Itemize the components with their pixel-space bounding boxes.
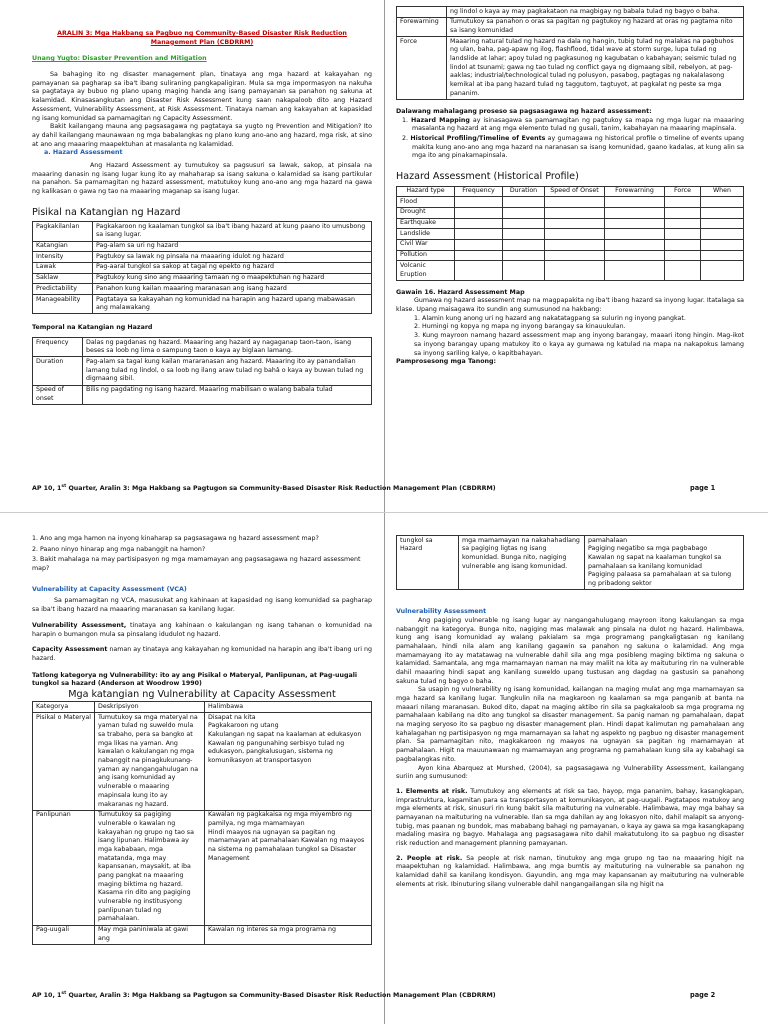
left-column bbox=[32, 30, 372, 405]
pisikal-row bbox=[33, 241, 372, 252]
hist-empty-cell bbox=[503, 239, 545, 250]
pisikal-row-cell-1: Pagtukoy sa lawak ng pinsala na maaaring idulot ng hazard bbox=[93, 252, 372, 263]
hist-hazard-cell: Civil War bbox=[397, 239, 455, 250]
hist-empty-cell bbox=[455, 218, 503, 229]
vc-row bbox=[33, 925, 372, 944]
hist-row bbox=[397, 197, 744, 208]
va-long-paragraph: Ang pagiging vulnerable ng isang lugar ay nangangahulugang mayroon itong kakulangan sa mga nabanggit na kategorya. Bunga nito, nagiging mas malawak ang pinsala na dulot ng hazard. Halimbawa, kung ang isang komunidad ay walang pakialam sa mga programang pangkaligtasan ng kanilang pamahalaan, hindi nila alam ang kanilang gagawin sa panahon ng sakuna o kalamidad. Ang mga mamamayang ito ay matatawag na vulnerable dahil sila ang mga posibleng maging biktima ng sakuna o kalamidad. Samantala, ang mga mamamayan naman na may maliit na kita ay maituturing rin na vulnerable dahil maaaring hindi sapat ang kanilang suweldo upang tustusan ang dagdag na gastusin sa panahong sakuna tulad ng bagyo o baha. bbox=[396, 616, 744, 685]
pisikal-row-cell-0: Katangian bbox=[33, 241, 93, 252]
temporal-row-cell-1: Pag-alam sa tagal kung kailan mararanasan ang hazard. Maaaring ito ay panandalian lamang tulad ng lindol, o sa loob ng ilang araw tulad ng bahâ o kaya ay buwan tulad ng digmaang sibil. bbox=[83, 357, 372, 385]
pisikal-row bbox=[33, 222, 372, 241]
dalawang-proseso-heading: Dalawang mahalagang proseso sa pagsasagawa ng hazard assessment: bbox=[396, 107, 652, 115]
hist-row bbox=[397, 261, 744, 280]
gawain-step: 2. Humingi ng kopya ng mapa ng inyong barangay sa kinauukulan. bbox=[414, 323, 626, 331]
hist-empty-cell bbox=[545, 197, 605, 208]
va-long-paragraph-2: Sa usapin ng vulnerability ng isang komunidad, kailangan na maging mulat ang mga mamamayan sa mga hazard sa kanilang lugar. Tungkulin nila na magkaroon ng kaalaman sa mga panganib at banta na maaari nilang maranasan. Bukod dito, dapat na maging aktibo rin sila sa pagkakaloob sa mga programa ng pamahalaan kabilang na dito ang tungkol sa disaster management. Sa panig naman ng pamahalaan, dapat na maging seryoso ito sa pagbuo ng disaster management plan. Hindi dapat kalimutan ng pamahalaan ang kahalagahan ng partisipasyon ng mga mamamayan sa lahat ng aspekto ng pagbuo ng disaster management plan. Sa pamamagitan nito, magkakaroon ng maayos na ugnayan sa pagitan ng mamamayan at pamahalaan. Higit na mauunawaan ng mamamayan ang programa ng pamahalaan kung sila ay kabahagi sa pagbalangkas nito. bbox=[396, 686, 744, 763]
temporal-row bbox=[33, 357, 372, 385]
left-column-2 bbox=[32, 535, 372, 945]
vc-row-cell-2: Disapat na kita Pagkakaroon ng utang Kakulangan ng sapat na kaalaman at edukasyon Kawalan ng pangunahing serbisyo tulad ng edukasyon, pangkalusugan, sistema ng komunikasyon at transportasyon bbox=[205, 713, 372, 811]
vc-row-cell-1: Tumutukoy sa mga materyal na yaman tulad ng suweldo mula sa trabaho, pera sa bangko at mga likas na yaman. Ang kawalan o kakulangan ng mga nabanggit na pinagkukunang-yaman ay nangangahulugan na ang isang komunidad ay vulnerable o maaaring mapinsala kung ito ay makaranas ng hazard. bbox=[95, 713, 205, 811]
hist-row bbox=[397, 250, 744, 261]
vc-header: Kategorya bbox=[33, 702, 95, 713]
vc-row bbox=[397, 536, 744, 590]
page-footer bbox=[32, 484, 572, 494]
people-lead: 2. People at risk. bbox=[396, 854, 463, 862]
pisikal-row-cell-1: Pagtataya sa kakayahan ng komunidad na harapin ang hazard upang mabawasan ang malawakang bbox=[93, 295, 372, 314]
historical-profile-table bbox=[396, 186, 744, 281]
hist-empty-cell bbox=[503, 218, 545, 229]
gawain-paragraph: Gumawa ng hazard assessment map na magpapakita ng iba't ibang hazard sa inyong lugar. Itatalaga sa klase. Upang maisagawa ito sundin ang sumusunod na hakbang: bbox=[396, 297, 745, 314]
question-item: 3. Bakit mahalaga na may partisipasyon ng mga mamamayan ang pagsasagawa ng hazard assessment map? bbox=[32, 556, 361, 573]
gawain-steps bbox=[396, 315, 744, 358]
hist-empty-cell bbox=[545, 207, 605, 218]
temporal-row-cell-0: Frequency bbox=[33, 338, 83, 357]
column-divider-2 bbox=[384, 513, 385, 1024]
pisikal-row-cell-0: Intensity bbox=[33, 252, 93, 263]
vc-row-cell-1: mga mamamayan na nakahahadlang sa pagiging ligtas ng isang komunidad. Bunga nito, nagiging vulnerable ang isang komunidad. bbox=[459, 536, 585, 590]
ca-lead: Capacity Assessment bbox=[32, 646, 108, 654]
hist-empty-cell bbox=[503, 207, 545, 218]
hist-empty-cell bbox=[665, 239, 701, 250]
vc-row-cell-2: pamahalaan Pagiging negatibo sa mga pagbabago Kawalan ng sapat na kaalaman tungkol sa pamahalaan sa kanilang komunidad Pagiging palaasa sa pamahalaan at sa tulong ng pribadong sektor bbox=[585, 536, 744, 590]
hazard-assessment-heading: a. Hazard Assessment bbox=[44, 149, 123, 157]
temporal-row bbox=[397, 7, 744, 18]
hist-empty-cell bbox=[545, 239, 605, 250]
va-text: tinataya ang kahinaan o kakulangan ng isang tahanan o komunidad na harapin o bumangon mula sa pinsalang idudulot ng hazard. bbox=[32, 621, 372, 638]
process-list bbox=[396, 117, 744, 161]
hist-empty-cell bbox=[701, 207, 744, 218]
vc-header: Halimbawa bbox=[205, 702, 372, 713]
question-list bbox=[32, 535, 372, 574]
vc-table-title: Mga katangian ng Vulnerability at Capacity Assessment bbox=[68, 688, 336, 700]
process-item: 2. Historical Profiling/Timeline of Events ay gumagawa ng historical profile o timeline of events upang makita kung ano-ano ang mga hazard na naranasan sa isang komunidad, gaano kadalas, at kung alin sa mga ito ang pinakamapinsala. bbox=[402, 134, 745, 160]
ordinal-suffix: st bbox=[61, 484, 67, 489]
hist-empty-cell bbox=[605, 197, 665, 208]
pisikal-row-cell-0: Manageability bbox=[33, 295, 93, 314]
hist-empty-cell bbox=[455, 197, 503, 208]
pisikal-row-cell-0: Saklaw bbox=[33, 273, 93, 284]
temporal-row bbox=[33, 385, 372, 404]
question-item: 2. Paano ninyo hinarap ang mga nabanggit na hamon? bbox=[32, 545, 206, 553]
pisikal-row bbox=[33, 273, 372, 284]
people-at-risk bbox=[396, 855, 744, 890]
temporal-row-cell-0: Speed of onset bbox=[33, 385, 83, 404]
hist-empty-cell bbox=[605, 250, 665, 261]
hist-empty-cell bbox=[605, 261, 665, 280]
hist-row bbox=[397, 207, 744, 218]
hist-empty-cell bbox=[701, 229, 744, 240]
column-divider bbox=[384, 0, 385, 512]
temporal-row bbox=[397, 17, 744, 36]
footer-text-2: AP 10, 1st Quarter, Aralin 3: Mga Hakbang sa Pagtugon sa Community-Based Disaster Risk Reduction Management Plan (CBDRRM) bbox=[32, 991, 496, 1000]
hist-row bbox=[397, 218, 744, 229]
hist-empty-cell bbox=[665, 229, 701, 240]
intro-paragraph: Sa bahaging ito ng disaster management plan, tinataya ang mga hazard at kakayahan ng pamayanan sa pagharap sa iba't ibang suliraning pangkapaligiran. Mula sa mga impormasyon na nakuha sa pagtataya ay bubuo ng plano upang maging handa ang isang pamayanan sa panahon ng sakuna at kalamidad. Kinasasangkutan ang Disaster Risk Assessment kung saan nakapaloob dito ang Hazard Assessment, Vulnerability Assessment, at Risk Assessment. Tinataya naman ang kakayahan at kapasidad ng isang komunidad sa pamamagitan ng Capacity Assessment. bbox=[32, 71, 372, 122]
pisikal-row-cell-0: Predictability bbox=[33, 284, 93, 295]
hist-empty-cell bbox=[665, 261, 701, 280]
pamprosesong-heading: Pamprosesong mga Tanong: bbox=[396, 358, 497, 366]
hist-empty-cell bbox=[455, 207, 503, 218]
vc-row-cell-0: Pisikal o Materyal bbox=[33, 713, 95, 811]
process-text: ay gumagawa ng historical profile o timeline of events upang makita kung ano-ano ang mga hazard na naranasan sa isang komunidad, gaano kadalas, at kung alin sa mga ito ang pinakamapinsala. bbox=[412, 134, 745, 160]
ordinal-suffix: st bbox=[61, 991, 67, 996]
vc-table bbox=[32, 701, 372, 945]
temporal-row-cell-1: Dalas ng pagdanas ng hazard. Maaaring ang hazard ay nagaganap taon-taon, isang beses sa loob ng lima o sampung taon o kaya ay biglaan lamang. bbox=[83, 338, 372, 357]
process-item: 1. Hazard Mapping ay isinasagawa sa pamamagitan ng pagtukoy sa mapa ng mga lugar na maaaring masalanta ng hazard at ang mga elemento tulad ng gusali, tanim, kabahayan na maaaring mapinsala. bbox=[402, 116, 745, 133]
ca-paragraph bbox=[32, 646, 372, 663]
temporal-table-continued bbox=[396, 6, 744, 100]
hist-empty-cell bbox=[545, 261, 605, 280]
page-2 bbox=[0, 512, 768, 1024]
hist-empty-cell bbox=[665, 250, 701, 261]
vc-row-cell-0: Pag-uugali bbox=[33, 925, 95, 944]
hist-empty-cell bbox=[665, 207, 701, 218]
hist-header: Hazard type bbox=[397, 186, 455, 197]
vc-row-cell-2: Kawalan ng interes sa mga programa ng bbox=[205, 925, 372, 944]
temporal-row-cell-0: Duration bbox=[33, 357, 83, 385]
vc-header: Deskripsiyon bbox=[95, 702, 205, 713]
hist-empty-cell bbox=[503, 229, 545, 240]
hist-header: Speed of Onset bbox=[545, 186, 605, 197]
hist-header: Frequency bbox=[455, 186, 503, 197]
lesson-heading: ARALIN 3: Mga Hakbang sa Pagbuo ng Community-Based Disaster Risk Reduction Management Plan (CBDRRM) bbox=[57, 30, 347, 46]
gawain-step: 3. Kung mayroon namang hazard assessment map ang inyong barangay, maaari itong hingin. Mag-ikot sa inyong barangay upang matukoy ito o kaya ay gumawa ng katulad na mapa na nakapokus lamang sa inyong sariling kalye, o kapitbahayan. bbox=[414, 332, 744, 357]
vca-heading: Vulnerability at Capacity Assessment (VCA) bbox=[32, 585, 187, 593]
hist-hazard-cell: Volcanic Eruption bbox=[397, 261, 455, 280]
hist-empty-cell bbox=[701, 239, 744, 250]
hist-header: Force bbox=[665, 186, 701, 197]
hist-empty-cell bbox=[455, 229, 503, 240]
hist-empty-cell bbox=[605, 229, 665, 240]
hist-empty-cell bbox=[545, 229, 605, 240]
hist-row bbox=[397, 239, 744, 250]
hist-empty-cell bbox=[701, 197, 744, 208]
pisikal-table bbox=[32, 221, 372, 314]
va-heading: Vulnerability Assessment bbox=[396, 608, 487, 616]
pisikal-row-cell-1: Panahon kung kailan maaaring maranasan ang isang hazard bbox=[93, 284, 372, 295]
hist-empty-cell bbox=[665, 218, 701, 229]
vc-row-cell-2: Kawalan ng pagkakaisa ng mga miyembro ng pamilya, ng mga mamamayan Hindi maayos na ugnayan sa pagitan ng mamamayan at pamahalaan Kawalan ng maayos na sistema ng pamahalaan tungkol sa Disaster Management bbox=[205, 810, 372, 925]
temporal-row-cell-1: ng lindol o kaya ay may pagkakataon na magbigay ng babala tulad ng bagyo o baha. bbox=[447, 7, 744, 18]
page-number-2: page 2 bbox=[690, 991, 716, 999]
hist-empty-cell bbox=[701, 218, 744, 229]
hazard-assessment-paragraph: Ang Hazard Assessment ay tumutukoy sa pagsusuri sa lawak, sakop, at pinsala na maaaring danasin ng isang lugar kung ito ay mahaharap sa isang sakuna o kalamidad sa isang partikular na panahon. Sa pamamagitan ng hazard assessment, matutukoy kung ano-ano ang mga hazard na gawa ng kalikasan o gawa ng tao na maaaring maganap sa isang lugar. bbox=[32, 161, 372, 195]
hist-empty-cell bbox=[701, 261, 744, 280]
footer-text: AP 10, 1st Quarter, Aralin 3: Mga Hakbang sa Pagtugon sa Community-Based Disaster Risk Reduction Management Plan (CBDRRM) bbox=[32, 484, 496, 493]
pisikal-row bbox=[33, 295, 372, 314]
temporal-row-cell-1: Tumutukoy sa panahon o oras sa pagitan ng pagtukoy ng hazard at oras ng pagtama nito sa isang komunidad bbox=[447, 17, 744, 36]
hist-row bbox=[397, 229, 744, 240]
page-footer-2 bbox=[32, 991, 592, 1001]
hist-header: When bbox=[701, 186, 744, 197]
pisikal-row-cell-1: Pagtukoy kung sino ang maaaring tamaan ng o maapektuhan ng hazard bbox=[93, 273, 372, 284]
people-text: Sa people at risk naman, tinutukoy ang mga grupo ng tao na maaaring higit na maapektuhan ng kalamidad. Halimbawa, ang mga bumtis ay maituturing na vulnerable sa panahon ng kalamidad dahil sa kanilang kondisyon. Gayundin, ang mga may kapansanan ay maituturing na vulnerable elements at risk. Ibinuturing silang vulnerable dahil nangangailangan sila ng higit na bbox=[396, 854, 744, 888]
vc-row-cell-0: tungkol sa Hazard bbox=[397, 536, 459, 590]
temporal-row bbox=[397, 37, 744, 100]
pisikal-row-cell-1: Pag-alam sa uri ng hazard bbox=[93, 241, 372, 252]
vca-paragraph: Sa pamamagitan ng VCA, masusukat ang kahinaan at kapasidad ng isang komunidad sa pagharap sa iba't ibang hazard na maaaring maranasan sa kanilang lugar. bbox=[32, 597, 372, 614]
vc-row-cell-1: Tumutukoy sa pagiging vulnerable o kawalan ng kakayahan ng grupo ng tao sa isang lipunan. Halimbawa ay mga kababaan, mga matatanda, mga may kapansanan, maysakit, at iba pang pangkat na maaaring maging biktima ng hazard. Kasama rin dito ang pagiging vulnerable ng institusyong panlipunan tulad ng pamahalaan. bbox=[95, 810, 205, 925]
process-lead: Historical Profiling/Timeline of Events bbox=[410, 134, 546, 142]
temporal-title: Temporal na Katangian ng Hazard bbox=[32, 324, 153, 332]
temporal-row-cell-0: Forewarning bbox=[397, 17, 447, 36]
elements-lead: 1. Elements at risk. bbox=[396, 787, 468, 795]
vc-row-cell-0: Panlipunan bbox=[33, 810, 95, 925]
hist-empty-cell bbox=[503, 197, 545, 208]
hist-empty-cell bbox=[455, 250, 503, 261]
hist-empty-cell bbox=[545, 250, 605, 261]
gawain-title: Gawain 16. Hazard Assessment Map bbox=[396, 288, 525, 296]
question-item: 1. Ano ang mga hamon na inyong kinaharap sa pagsasagawa ng hazard assessment map? bbox=[32, 535, 319, 542]
elements-text: Tumutukoy ang elements at risk sa tao, hayop, mga pananim, bahay, kasangkapan, imprastruktura, kagamitan para sa transportasyon at komunikasyon, at pag-uugali. Pagtatapos matukoy ang mga elements at risk, sinusuri rin kung bakit sila maituturing na vulnerable. Halimbawa, may mga bahay sa pamayanan na maituturing na vulnerable. Ilan sa mga dahilan ay ang lokasyon nito, dahil malapit sa anyong-tubig, mas paanan ng bundok, mas mababang bahagi ng pamayanan, o kaya ay gawa sa mga kasangkapang madaling masira ng bagyo. Mahalaga ang pagsasagawa nito dahil makatutulong ito sa pagbuo ng disaster risk reduction and management planning pamayanan. bbox=[396, 787, 744, 847]
hist-empty-cell bbox=[605, 239, 665, 250]
elements-at-risk bbox=[396, 788, 744, 849]
gawain-step: 1. Alamin kung anong uri ng hazard ang nakatatagpang sa sulurin ng inyong pangkat. bbox=[414, 314, 686, 322]
hist-empty-cell bbox=[503, 250, 545, 261]
hist-empty-cell bbox=[545, 218, 605, 229]
unang-yugto-heading: Unang Yugto: Disaster Prevention and Mitigation bbox=[32, 55, 207, 63]
hist-empty-cell bbox=[605, 218, 665, 229]
pisikal-row-cell-0: Pagkakilanlan bbox=[33, 222, 93, 241]
va-lead: Vulnerability Assessment, bbox=[32, 621, 127, 629]
vc-table-continued bbox=[396, 535, 744, 590]
hist-header: Forewarning bbox=[605, 186, 665, 197]
hist-empty-cell bbox=[701, 250, 744, 261]
hist-empty-cell bbox=[455, 261, 503, 280]
hist-hazard-cell: Drought bbox=[397, 207, 455, 218]
hist-empty-cell bbox=[605, 207, 665, 218]
pisikal-row-cell-0: Lawak bbox=[33, 262, 93, 273]
page-number: page 1 bbox=[690, 484, 716, 492]
pisikal-row bbox=[33, 262, 372, 273]
temporal-table bbox=[32, 337, 372, 405]
hist-hazard-cell: Flood bbox=[397, 197, 455, 208]
right-column bbox=[396, 6, 744, 367]
historical-profile-title: Hazard Assessment (Historical Profile) bbox=[396, 171, 579, 182]
vc-row bbox=[33, 810, 372, 925]
temporal-row-cell-1: Bilis ng pagdating ng isang hazard. Maaaring mabilisan o walang babala tulad bbox=[83, 385, 372, 404]
hist-hazard-cell: Earthquake bbox=[397, 218, 455, 229]
pisikal-row-cell-1: Pag-aaral tungkol sa sakop at tagal ng epekto ng hazard bbox=[93, 262, 372, 273]
right-column-2 bbox=[396, 535, 744, 889]
temporal-row-cell-0: Force bbox=[397, 37, 447, 100]
process-lead: Hazard Mapping bbox=[410, 116, 470, 124]
hist-hazard-cell: Pollution bbox=[397, 250, 455, 261]
ca-text: naman ay tinataya ang kakayahan ng komunidad na harapin ang iba't ibang uri ng hazard. bbox=[32, 646, 372, 662]
process-text: ay isinasagawa sa pamamagitan ng pagtukoy sa mapa ng mga lugar na maaaring masalanta ng hazard at ang mga elemento tulad ng gusali, tanim, kabahayan na maaaring mapinsala. bbox=[412, 116, 745, 133]
ayon-paragraph: Ayon kina Abarquez at Murshed, (2004), sa pagsasagawa ng Vulnerability Assessment, kailangang suriin ang sumusunod: bbox=[396, 764, 744, 781]
vc-row-cell-1: May mga paniniwala at gawi ang bbox=[95, 925, 205, 944]
pisikal-title: Pisikal na Katangian ng Hazard bbox=[32, 206, 181, 218]
temporal-row bbox=[33, 338, 372, 357]
intro-paragraph-2: Bakit kailangang mauna ang pagsasagawa ng pagtataya sa yugto ng Prevention and Mitigation? Ito ay dahil kailangang maunawaan ng mga babalangkas ng plano kung ano-ano ang hazard, mga risk, at sino at ano ang maaaring maapektuhan at masalanta ng kalamidad. bbox=[32, 123, 372, 148]
temporal-row-cell-0 bbox=[397, 7, 447, 18]
temporal-row-cell-1: Maaaring natural tulad ng hazard na dala ng hangin, tubig tulad ng malakas na pagbuhos ng ulan, baha, pag-apaw ng ilog, flashflood, tidal wave at storm surge, lupa tulad ng landslide at lahar; apoy tulad ng pagkasunog ng kagubatan o kabahayan; seismic tulad ng lindol at tsunami; gawa ng tao tulad ng conflict gaya ng digmaang sibil, rebelyon, at pag-aaklas; industrial/technological tulad ng polusyon, pasabog, pagtagas ng nakalalasong kemikal at iba pang hazard tulad ng taggutom, tagtuyot, at pagkalat ng peste sa mga pananim. bbox=[447, 37, 744, 100]
pisikal-row bbox=[33, 252, 372, 263]
vc-row bbox=[33, 713, 372, 811]
va-paragraph bbox=[32, 622, 372, 639]
hist-header: Duration bbox=[503, 186, 545, 197]
tatlong-kategorya: Tatlong kategorya ng Vulnerability: ito ay ang Pisikal o Materyal, Panlipunan, at Pag-uugali tungkol sa hazard (Anderson at Woodrow 1990) bbox=[32, 671, 358, 688]
hist-hazard-cell: Landslide bbox=[397, 229, 455, 240]
pisikal-row bbox=[33, 284, 372, 295]
pisikal-row-cell-1: Pagkakaroon ng kaalaman tungkol sa iba't ibang hazard at kung paano ito umusbong sa isang lugar. bbox=[93, 222, 372, 241]
hist-empty-cell bbox=[503, 261, 545, 280]
hist-empty-cell bbox=[455, 239, 503, 250]
hist-empty-cell bbox=[665, 197, 701, 208]
